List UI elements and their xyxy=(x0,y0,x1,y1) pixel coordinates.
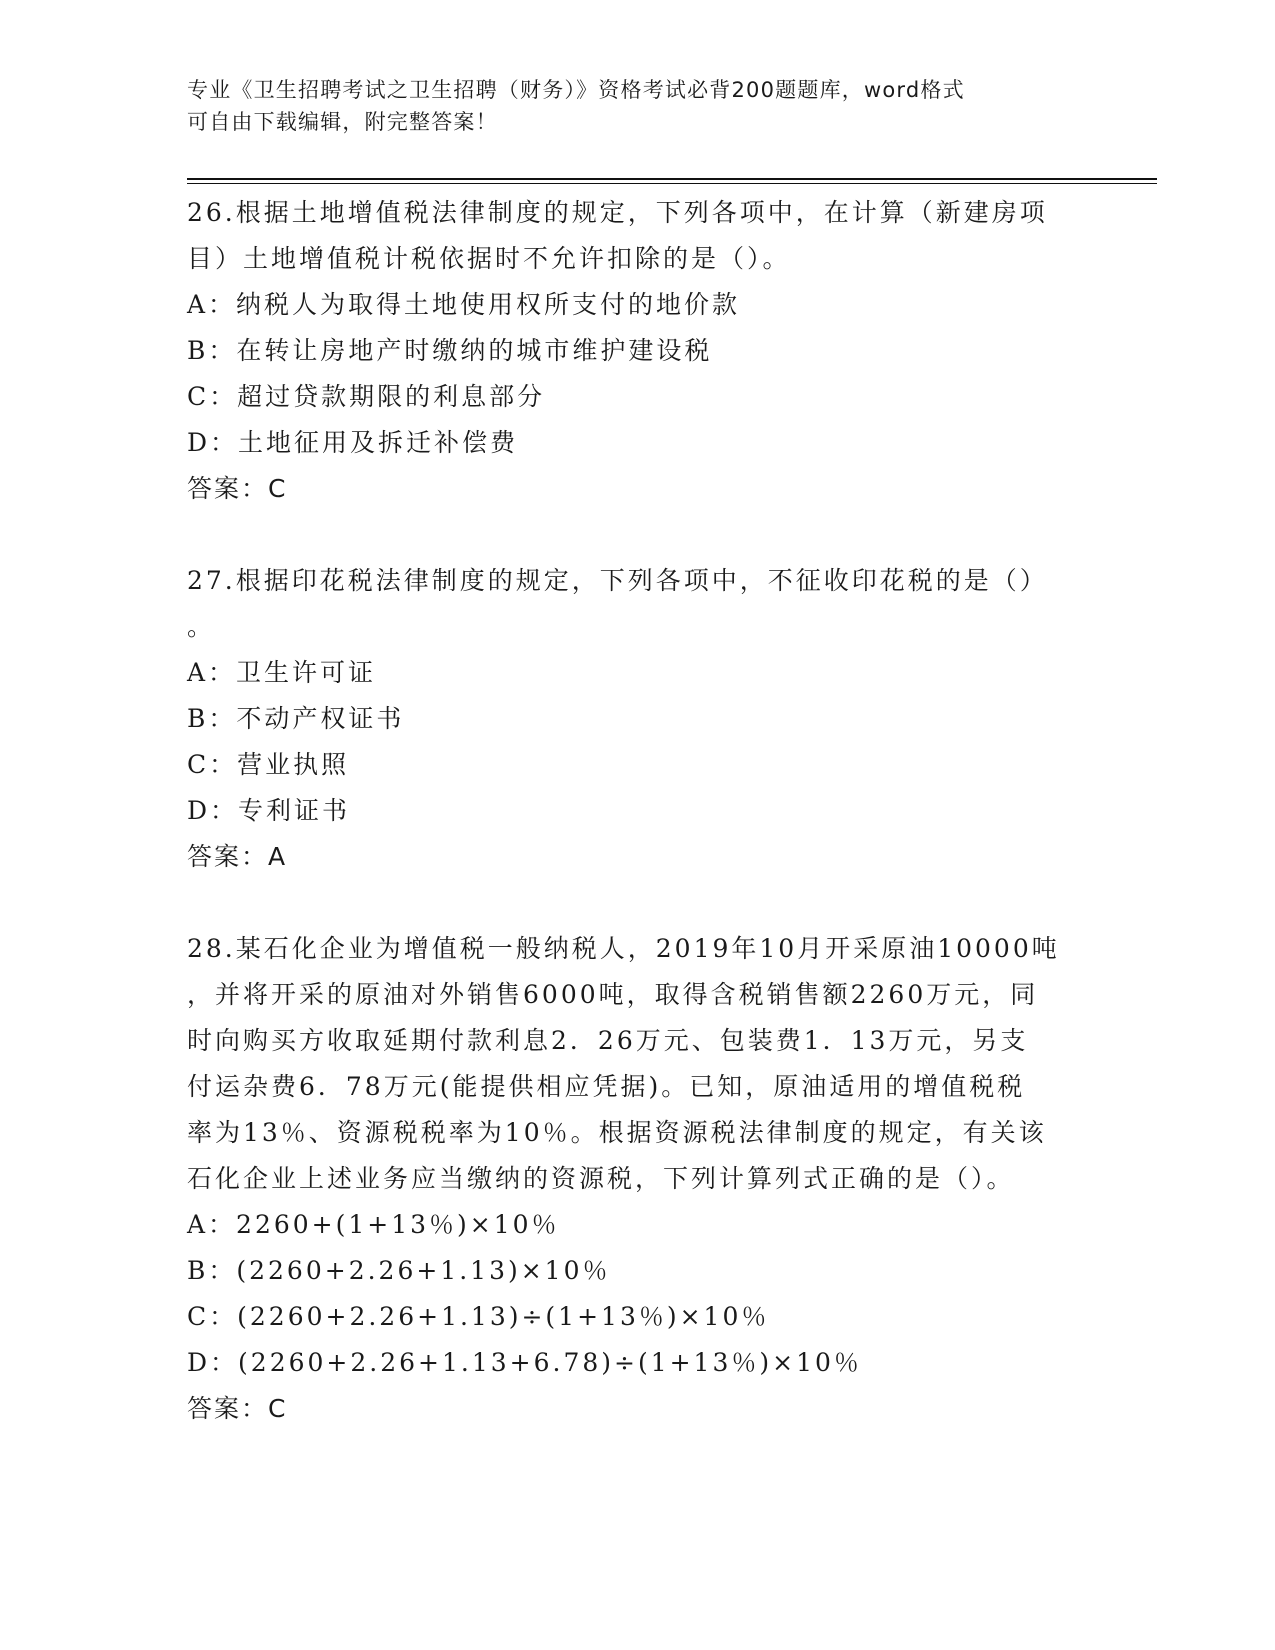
question-26 xyxy=(187,190,1087,512)
option-d: D：土地征用及拆迁补偿费 xyxy=(187,428,519,457)
header-divider-thick xyxy=(187,178,1157,180)
header-line-2: 可自由下载编辑，附完整答案！ xyxy=(187,110,498,134)
question-text-line: ，并将开采的原油对外销售6000吨，取得含税销售额2260万元，同 xyxy=(187,980,1039,1009)
question-text-line: 。 xyxy=(187,612,216,641)
question-text-line: 28.某石化企业为增值税一般纳税人，2019年10月开采原油10000吨 xyxy=(187,934,1060,963)
answer: 答案：A xyxy=(187,842,288,871)
question-text-line: 石化企业上述业务应当缴纳的资源税，下列计算列式正确的是（）。 xyxy=(187,1164,1015,1193)
header-divider-thin xyxy=(187,183,1157,184)
option-a: A：2260+(1+13％)×10％ xyxy=(187,1210,560,1239)
answer: 答案：C xyxy=(187,1394,288,1423)
question-text-line: 率为13％、资源税税率为10％。根据资源税法律制度的规定，有关该 xyxy=(187,1118,1047,1147)
option-c: C：(2260+2.26+1.13)÷(1+13％)×10％ xyxy=(187,1302,770,1331)
question-text-line: 目）土地增值税计税依据时不允许扣除的是（）。 xyxy=(187,244,791,273)
question-27 xyxy=(187,558,1087,880)
question-spacer xyxy=(187,880,1087,926)
option-a: A：纳税人为取得土地使用权所支付的地价款 xyxy=(187,290,741,319)
question-text-line: 时向购买方收取延期付款利息2．26万元、包装费1．13万元，另支 xyxy=(187,1026,1029,1055)
header-line-1: 专业《卫生招聘考试之卫生招聘（财务）》资格考试必背200题题库，word格式 xyxy=(187,78,965,102)
option-d: D：(2260+2.26+1.13+6.78)÷(1+13％)×10％ xyxy=(187,1348,862,1377)
question-spacer xyxy=(187,512,1087,558)
option-d: D：专利证书 xyxy=(187,796,351,825)
question-text-line: 27.根据印花税法律制度的规定，下列各项中，不征收印花税的是（） xyxy=(187,566,1048,595)
option-c: C：营业执照 xyxy=(187,750,350,779)
question-text-line: 付运杂费6．78万元(能提供相应凭据)。已知，原油适用的增值税税 xyxy=(187,1072,1026,1101)
question-text-line: 26.根据土地增值税法律制度的规定，下列各项中，在计算（新建房项 xyxy=(187,198,1048,227)
answer: 答案：C xyxy=(187,474,288,503)
option-b: B：在转让房地产时缴纳的城市维护建设税 xyxy=(187,336,713,365)
question-list xyxy=(187,190,1087,1432)
question-28 xyxy=(187,926,1087,1432)
document-header xyxy=(187,74,1087,138)
option-b: B：(2260+2.26+1.13)×10％ xyxy=(187,1256,611,1285)
option-b: B：不动产权证书 xyxy=(187,704,405,733)
option-a: A：卫生许可证 xyxy=(187,658,377,687)
option-c: C：超过贷款期限的利息部分 xyxy=(187,382,546,411)
